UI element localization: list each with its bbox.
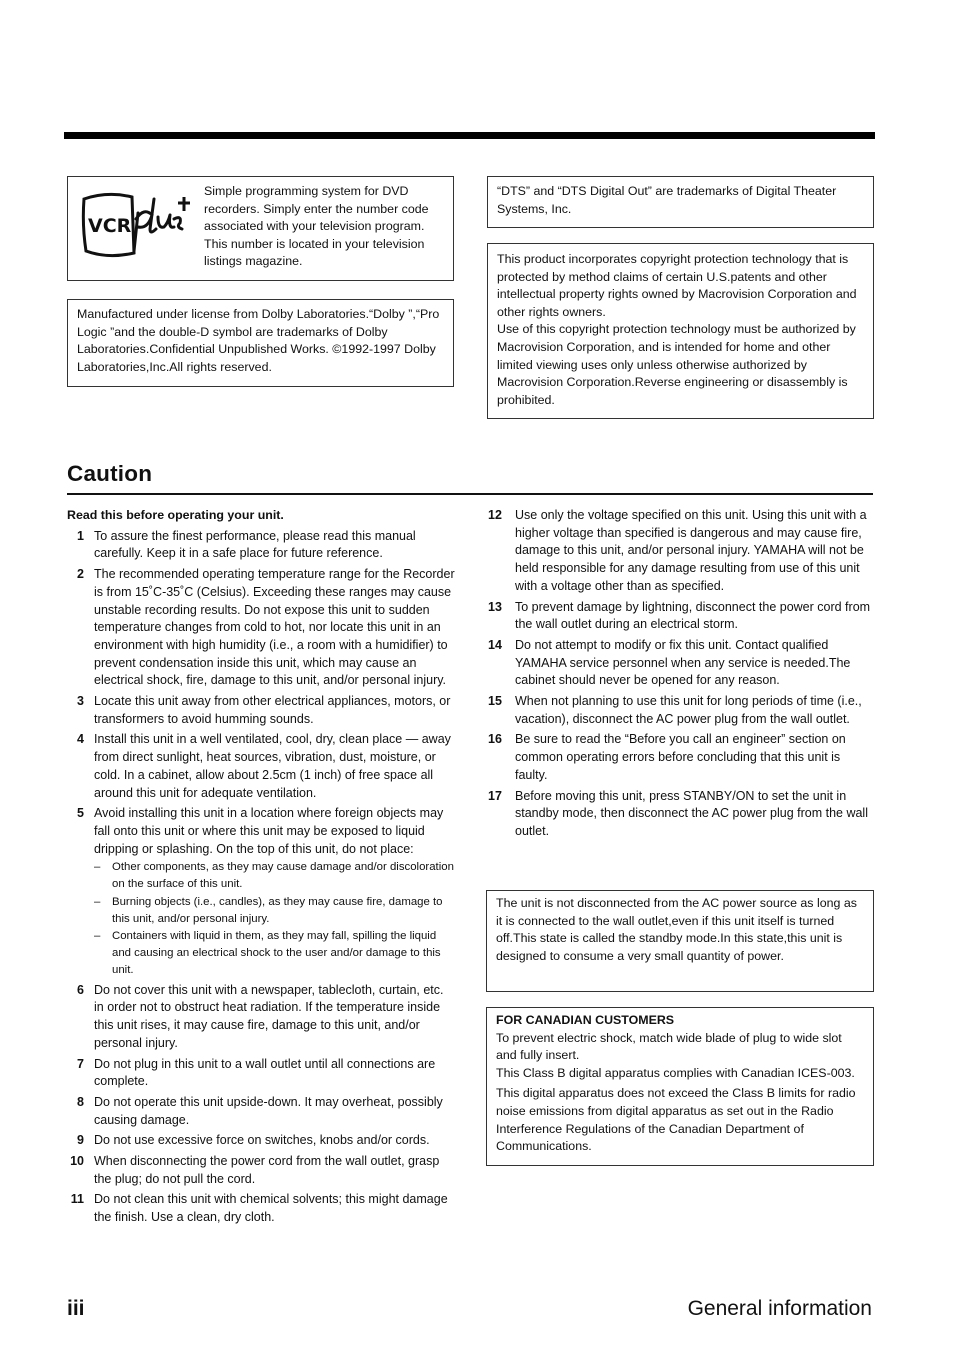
caution-item [67,1191,455,1226]
caution-heading: Caution [67,461,153,486]
section-title: General information [687,1297,872,1320]
item-text: When disconnecting the power cord from the wall outlet, grasp the plug; do not pull the cord. [94,1154,440,1186]
sub-item [94,928,455,979]
item-text: To assure the finest performance, please read this manual carefully. Keep it in a safe place for future reference. [94,528,416,561]
item-number: 15 [488,694,502,709]
vcr-logo-letters: VCR [88,215,132,237]
item-text: Do not use excessive force on switches, knobs and/or cords. [94,1133,430,1148]
sub-list [94,859,455,978]
dolby-text: Manufactured under license from Dolby Laboratories.“Dolby ”,“Pro Logic ”and the double-D symbol are trademarks of Dolby Laboratories.Confidential Unpublished Works. ©1992-1997 Dolby Laboratories,Inc.All rights reserved. [77,307,440,374]
caution-item [488,693,873,728]
dts-notice [487,176,874,228]
item-number: 1 [77,528,84,543]
item-number: 10 [70,1154,84,1169]
item-text: Before moving this unit, press STANBY/ON to set the unit in standby mode, then disconnect the AC power plug from the wall outlet. [515,788,868,838]
caution-lead: Read this before operating your unit. [67,508,284,522]
item-text: Install this unit in a well ventilated, cool, dry, clean place — away from direct sunlight, heat sources, vibration, dust, moisture, or cold. In a cabinet, allow about 2.5cm (1 inch) of free space all around this unit for adequate ventilation. [94,732,451,800]
item-number: 11 [70,1192,84,1207]
dash-marker: – [94,929,101,942]
item-number: 6 [77,982,84,997]
caution-item [488,788,873,841]
caution-item [67,731,455,802]
caution-item [67,1056,455,1091]
caution-item [67,982,455,1053]
macrovision-notice [487,243,874,419]
caution-item [67,805,455,978]
canada-line-3: This digital apparatus does not exceed the Class B limits for radio noise emissions from digital apparatus as set out in the Radio Interference Regulations of the Canadian Department of Communications. [496,1086,856,1154]
dash-marker: – [94,895,101,908]
caution-item [67,1132,455,1150]
item-text: Be sure to read the “Before you call an engineer” section on common operating errors before concluding that this unit is faulty. [515,732,846,782]
canada-line-1: To prevent electric shock, match wide blade of plug to wide slot and fully insert. [496,1030,842,1063]
caution-item [67,566,455,690]
caution-item [67,1094,455,1129]
sub-item [94,859,455,893]
item-text: Locate this unit away from other electrical appliances, motors, or transformers to avoid humming sounds. [94,694,451,726]
vcr-plus-notice [67,176,454,281]
item-text: When not planning to use this unit for long periods of time (i.e., vacation), disconnect the AC power plug from the wall outlet. [515,694,862,726]
caution-item [67,528,455,563]
caution-rule [67,493,873,495]
item-number: 5 [77,806,84,821]
dash-marker: – [94,861,101,874]
top-rule [64,132,875,139]
canadian-customers-notice [486,1007,874,1166]
item-number: 13 [488,599,502,614]
caution-item [488,637,873,690]
item-text: Do not clean this unit with chemical solvents; this might damage the finish. Use a clean, dry cloth. [94,1192,448,1225]
macrovision-text-1: This product incorporates copyright protection technology that is protected by method claims of certain U.S.patents and other intellectual property rights owned by Macrovision Corporation and other rights owners. [497,252,857,319]
item-text: Use only the voltage specified on this unit. Using this unit with a higher voltage than specified is dangerous and may cause fire, damage to this unit, and/or personal injury. YAMAHA will not be held responsible for any damage resulting from use of this unit with a voltage other than as specified. [515,508,867,593]
caution-list-left [67,507,455,1230]
sub-item [94,894,455,928]
caution-item [488,599,873,634]
item-number: 9 [77,1133,84,1148]
item-text: Do not cover this unit with a newspaper, tablecloth, curtain, etc. in order not to obstruct heat radiation. If the temperature inside this unit rises, it may cause fire, damage to this unit, and/or personal injury. [94,982,444,1050]
item-text: Do not operate this unit upside-down. It may overheat, possibly causing damage. [94,1094,443,1127]
item-number: 17 [488,788,502,803]
caution-item [488,731,873,784]
item-text: Do not attempt to modify or fix this unit. Contact qualified YAMAHA service personnel when any service is needed.The cabinet should never be opened for any reason. [515,637,851,688]
item-number: 14 [488,637,502,652]
vcr-plus-text: Simple programming system for DVD recorders. Simply enter the number code associated with your television program. This number is located in your television listings magazine. [204,184,429,269]
item-number: 12 [488,508,502,522]
caution-item [67,1153,455,1188]
macrovision-text-2: Use of this copyright protection technology must be authorized by Macrovision Corporation, and is intended for home and other limited viewing uses only unless otherwise authorized by Macrovision Corporation.Reverse engineering or disassembly is prohibited. [497,322,856,407]
item-number: 2 [77,567,84,582]
item-number: 16 [488,732,502,747]
item-number: 3 [77,694,84,709]
item-text: The recommended operating temperature range for the Recorder is from 15˚C-35˚C (Celsius). Exceeding these ranges may cause unstable recording results. Do not expose this unit to sudden temperature changes from cold to hot, nor locate this unit in an environment with high humidity (i.e., a room with a humidifier) to prevent condensation inside this unit, which may cause an electrical shock, fire, damage to this unit, and/or personal injury. [94,567,455,688]
item-text: Do not plug in this unit to a wall outlet until all connections are complete. [94,1056,436,1089]
item-number: 4 [77,732,84,747]
sub-item-text: Containers with liquid in them, as they may fall, spilling the liquid and causing an electrical shock to the user and/or damage to this unit. [112,929,441,976]
item-text: Avoid installing this unit in a location where foreign objects may fall onto this unit or where this unit may be exposed to liquid dripping or splashing. On the top of this unit, do not place: [94,806,444,856]
item-text: To prevent damage by lightning, disconnect the power cord from the wall outlet during an electrical storm. [515,599,871,632]
dts-text: “DTS” and “DTS Digital Out” are trademarks of Digital Theater Systems, Inc. [497,184,837,216]
standby-text: The unit is not disconnected from the AC power source as long as it is connected to the wall outlet,even if this unit itself is turned off.This state is called the standby mode.In this state,this unit is designed to consume a very small quantity of power. [496,896,857,963]
item-number: 7 [77,1056,84,1071]
caution-item [488,507,873,596]
item-number: 8 [77,1094,84,1109]
dolby-notice [67,299,454,387]
sub-item-text: Other components, as they may cause damage and/or discoloration on the surface of this unit. [112,861,454,891]
canada-heading: FOR CANADIAN CUSTOMERS [496,1013,675,1027]
sub-item-text: Burning objects (i.e., candles), as they may cause fire, damage to this unit, and/or personal injury. [112,895,443,925]
vcr-plus-logo [78,189,192,261]
standby-notice [486,890,874,992]
caution-item [67,693,455,728]
page-number: iii [67,1297,85,1320]
caution-list-right [488,507,873,844]
canada-line-2: This Class B digital apparatus complies with Canadian ICES-003. [496,1065,855,1080]
